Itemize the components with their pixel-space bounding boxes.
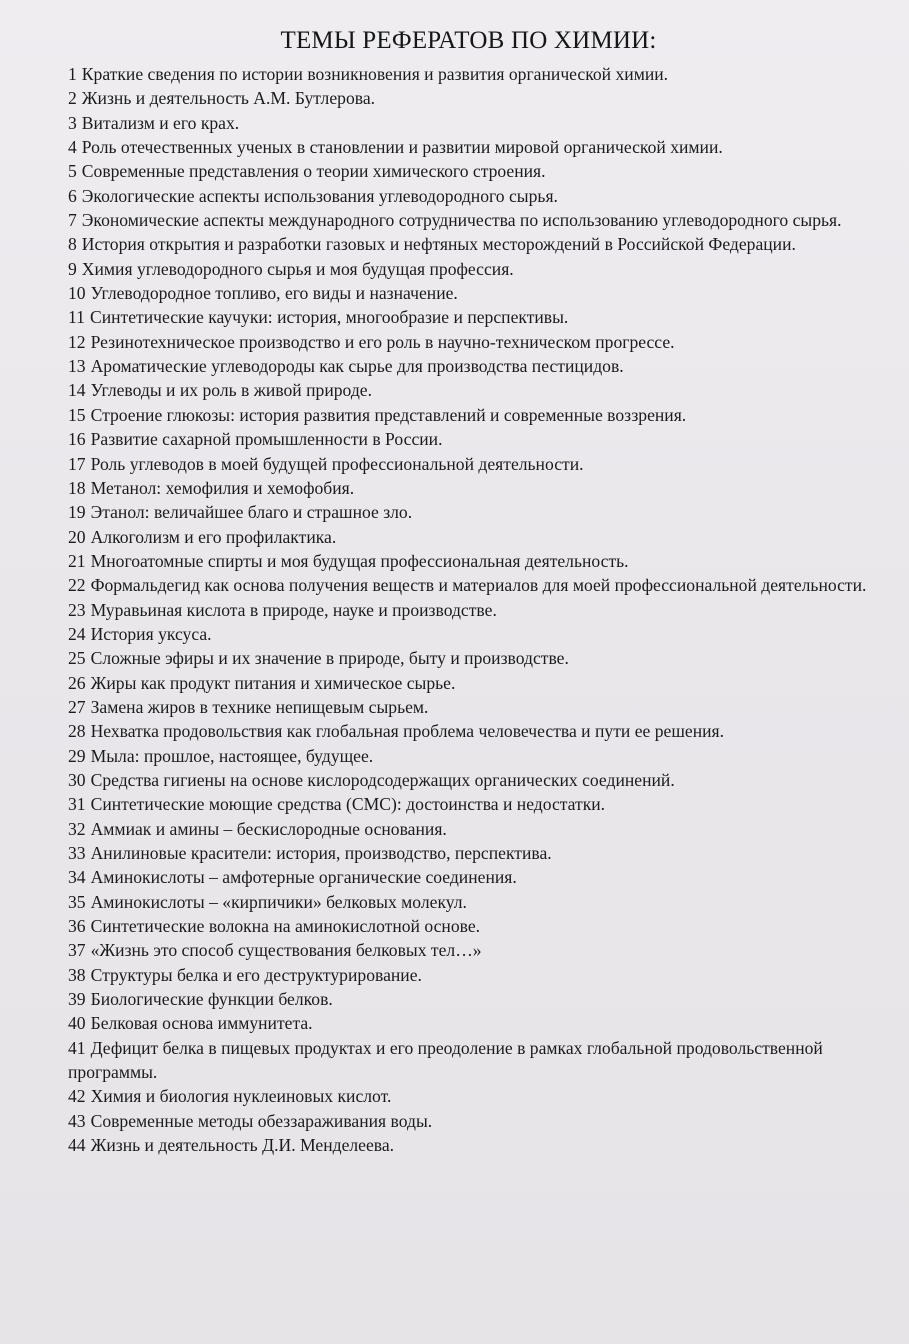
topic-text: Нехватка продовольствия как глобальная проблема человечества и пути ее решения.: [90, 721, 725, 742]
topic-number: 5: [68, 161, 77, 182]
topic-text: Роль отечественных ученых в становлении и развитии мировой органической химии.: [81, 137, 723, 158]
list-item: [68, 403, 869, 427]
topic-number: 1: [68, 64, 77, 84]
list-item: [68, 938, 869, 962]
topic-number: 3: [68, 112, 77, 133]
topic-text: Ароматические углеводороды как сырье для производства пестицидов.: [90, 356, 624, 377]
topic-number: 38: [68, 964, 86, 985]
topic-text: Жизнь и деятельность Д.И. Менделеева.: [90, 1135, 395, 1156]
topic-number: 22: [68, 575, 86, 596]
topic-text: Синтетические каучуки: история, многообразие и перспективы.: [89, 307, 569, 328]
list-item: [68, 890, 869, 914]
list-item: [68, 573, 869, 597]
topic-text: Резинотехническое производство и его роль в научно-техническом прогрессе.: [90, 331, 675, 352]
topic-text: Метанол: хемофилия и хемофобия.: [90, 477, 355, 498]
list-item: [68, 525, 869, 549]
list-item: [68, 987, 869, 1011]
list-item: [68, 378, 869, 402]
topic-number: 40: [68, 1013, 86, 1034]
topic-number: 43: [68, 1110, 86, 1131]
topic-text: Углеводородное топливо, его виды и назначение.: [90, 283, 458, 304]
list-item: [68, 598, 869, 622]
list-item: [68, 305, 869, 329]
list-item: [68, 111, 869, 135]
topic-number: 31: [68, 794, 86, 815]
list-item: [68, 62, 869, 86]
topic-text: Биологические функции белков.: [90, 989, 333, 1010]
topic-text: Муравьиная кислота в природе, науке и производстве.: [90, 599, 497, 620]
topic-number: 2: [68, 88, 77, 109]
topic-text: Жизнь и деятельность А.М. Бутлерова.: [81, 88, 376, 109]
topic-number: 9: [68, 258, 77, 279]
topic-number: 33: [68, 843, 86, 863]
topic-text: Алкоголизм и его профилактика.: [90, 526, 337, 547]
topic-text: История открытия и разработки газовых и нефтяных месторождений в Российской Федерации.: [81, 234, 796, 255]
topic-number: 10: [68, 283, 86, 304]
topic-text: Современные представления о теории химического строения.: [81, 161, 546, 182]
topic-number: 17: [68, 453, 86, 474]
list-item: [68, 622, 869, 646]
list-item: [68, 1133, 869, 1157]
topic-number: 24: [68, 623, 86, 644]
topic-number: 4: [68, 137, 77, 158]
topic-text: Аминокислоты – амфотерные органические соединения.: [90, 867, 517, 888]
topic-number: 29: [68, 745, 86, 766]
list-item: [68, 695, 869, 719]
topic-text: Белковая основа иммунитета.: [90, 1013, 313, 1034]
topic-number: 32: [68, 818, 86, 839]
list-item: [68, 671, 869, 695]
topic-text: Многоатомные спирты и моя будущая профессиональная деятельность.: [90, 550, 629, 571]
topic-text: Синтетические моющие средства (СМС): достоинства и недостатки.: [90, 794, 606, 815]
topic-text: Химия и биология нуклеиновых кислот.: [90, 1086, 392, 1107]
list-item: [68, 135, 869, 159]
list-item: [68, 914, 869, 938]
topic-text: Этанол: величайшее благо и страшное зло.: [90, 502, 413, 523]
topic-number: 20: [68, 526, 86, 547]
topic-number: 8: [68, 234, 77, 255]
topic-number: 36: [68, 916, 86, 937]
list-item: [68, 232, 869, 256]
list-item: [68, 792, 869, 816]
topic-number: 21: [68, 550, 86, 571]
list-item: [68, 500, 869, 524]
topic-number: 44: [68, 1135, 86, 1156]
topic-text: Сложные эфиры и их значение в природе, быту и производстве.: [90, 648, 569, 669]
list-item: [68, 257, 869, 281]
topic-number: 11: [68, 307, 85, 328]
topic-number: 41: [68, 1037, 86, 1058]
list-item: [68, 1084, 869, 1108]
list-item: [68, 452, 869, 476]
list-item: [68, 1036, 869, 1085]
list-item: [68, 963, 869, 987]
list-item: [68, 744, 869, 768]
topic-number: 7: [68, 210, 77, 231]
topic-number: 39: [68, 989, 86, 1010]
list-item: [68, 427, 869, 451]
list-item: [68, 281, 869, 305]
topic-text: Химия углеводородного сырья и моя будущая профессия.: [81, 258, 514, 279]
list-item: [68, 159, 869, 183]
topic-text: История уксуса.: [90, 623, 212, 644]
list-item: [68, 354, 869, 378]
list-item: [68, 549, 869, 573]
topic-text: Формальдегид как основа получения веществ и материалов для моей профессиональной деятельности.: [90, 575, 867, 596]
topic-text: Дефицит белка в пищевых продуктах и его преодоление в рамках глобальной продовольственной программы.: [68, 1037, 823, 1083]
topic-text: Структуры белка и его деструктурирование.: [90, 964, 422, 985]
list-item: [68, 817, 869, 841]
topic-text: Роль углеводов в моей будущей профессиональной деятельности.: [90, 453, 584, 474]
list-item: [68, 1011, 869, 1035]
topic-number: 13: [68, 356, 86, 377]
topic-number: 6: [68, 185, 77, 206]
topic-text: «Жизнь это способ существования белковых тел…»: [90, 940, 482, 961]
topic-number: 12: [68, 331, 86, 352]
page-title: ТЕМЫ РЕФЕРАТОВ ПО ХИМИИ:: [280, 27, 657, 54]
list-item: [68, 768, 869, 792]
list-item: [68, 330, 869, 354]
list-item: [68, 1109, 869, 1133]
topic-number: 28: [68, 721, 86, 742]
list-item: [68, 208, 869, 232]
topic-text: Экологические аспекты использования углеводородного сырья.: [81, 185, 558, 206]
list-item: [68, 476, 869, 500]
topic-text: Развитие сахарной промышленности в России.: [90, 429, 443, 450]
topic-text: Жиры как продукт питания и химическое сырье.: [90, 672, 456, 693]
topic-text: Современные методы обеззараживания воды.: [90, 1110, 433, 1131]
topic-text: Строение глюкозы: история развития представлений и современные воззрения.: [90, 404, 687, 425]
topic-text: Мыла: прошлое, настоящее, будущее.: [90, 745, 374, 766]
topic-number: 14: [68, 380, 86, 401]
topic-number: 26: [68, 672, 86, 693]
topic-number: 30: [68, 769, 86, 790]
topic-text: Замена жиров в технике непищевым сырьем.: [90, 696, 429, 717]
list-item: [68, 865, 869, 889]
topic-text: Витализм и его крах.: [81, 112, 240, 133]
topic-text: Экономические аспекты международного сотрудничества по использованию углеводородного сырья.: [81, 210, 842, 231]
topic-text: Аммиак и амины – бескислородные основания.: [90, 818, 447, 839]
topic-number: 23: [68, 599, 86, 620]
list-item: [68, 86, 869, 110]
topic-number: 34: [68, 867, 86, 888]
topic-number: 42: [68, 1086, 86, 1107]
topic-number: 15: [68, 404, 86, 425]
topic-text: Средства гигиены на основе кислородсодержащих органических соединений.: [90, 769, 675, 790]
topic-number: 25: [68, 648, 86, 669]
topic-number: 18: [68, 477, 86, 498]
topic-list: [68, 62, 869, 1157]
topic-number: 19: [68, 502, 86, 523]
topic-text: Краткие сведения по истории возникновения и развития органической химии.: [81, 64, 669, 84]
list-item: [68, 841, 869, 865]
topic-text: Углеводы и их роль в живой природе.: [90, 380, 372, 401]
list-item: [68, 719, 869, 743]
topic-number: 37: [68, 940, 86, 961]
topic-number: 16: [68, 429, 86, 450]
topic-number: 27: [68, 696, 86, 717]
topic-text: Аминокислоты – «кирпичики» белковых молекул.: [90, 891, 467, 912]
list-item: [68, 646, 869, 670]
topic-number: 35: [68, 891, 86, 912]
topic-text: Синтетические волокна на аминокислотной основе.: [90, 916, 481, 937]
topic-text: Анилиновые красители: история, производство, перспектива.: [90, 843, 552, 863]
list-item: [68, 184, 869, 208]
